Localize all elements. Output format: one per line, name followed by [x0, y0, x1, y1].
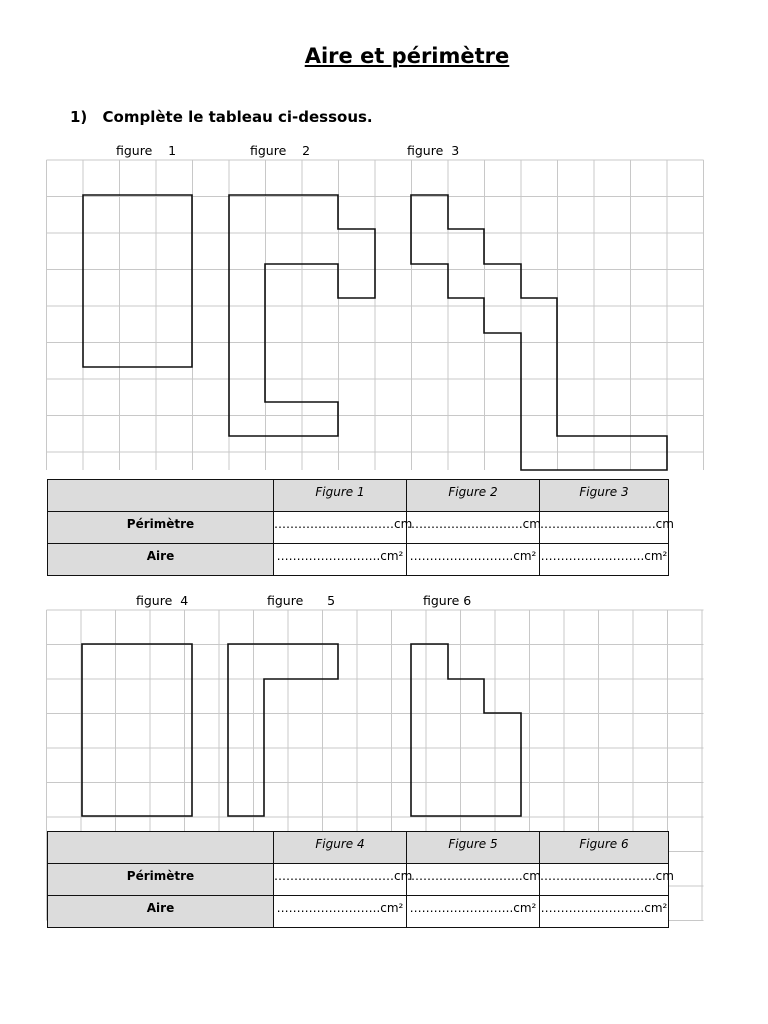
- grid-top: [47, 160, 704, 470]
- row-label-perimetre: Périmètre: [48, 512, 274, 544]
- figure-6-label: figure 6: [423, 593, 472, 608]
- figure-5-shape: [228, 644, 338, 816]
- answer-blank[interactable]: ……………………..cm²: [407, 896, 540, 928]
- question-number: 1): [70, 108, 88, 126]
- table-corner: [48, 832, 274, 864]
- answer-blank[interactable]: ……………………..cm²: [407, 544, 540, 576]
- answer-blank[interactable]: ……………………..cm²: [540, 896, 669, 928]
- table-header: Figure 4: [274, 832, 407, 864]
- answer-blank[interactable]: ………………………..cm: [407, 512, 540, 544]
- table-corner: [48, 480, 274, 512]
- table-header: Figure 6: [540, 832, 669, 864]
- question-text: Complète le tableau ci-dessous.: [102, 108, 373, 126]
- figure-4-shape: [82, 644, 192, 816]
- table-header: Figure 3: [540, 480, 669, 512]
- figure-6-shape: [411, 644, 521, 816]
- page-title: Aire et périmètre: [304, 44, 510, 68]
- row-label-aire: Aire: [48, 544, 274, 576]
- answer-blank[interactable]: ……………………..cm²: [274, 544, 407, 576]
- answer-blank[interactable]: …………………………cm: [274, 864, 407, 896]
- answer-table-2: [47, 831, 674, 928]
- answer-table-1: [47, 479, 674, 576]
- answer-blank[interactable]: ………………………..cm: [540, 864, 669, 896]
- answer-blank[interactable]: ………………………..cm: [407, 864, 540, 896]
- figure-3-label: figure 3: [407, 143, 460, 158]
- answer-blank[interactable]: ……………………..cm²: [274, 896, 407, 928]
- figure-2-label: figure 2: [250, 143, 311, 158]
- figure-5-label: figure 5: [267, 593, 336, 608]
- table-header: Figure 1: [274, 480, 407, 512]
- answer-blank[interactable]: ……………………..cm²: [540, 544, 669, 576]
- table-header: Figure 5: [407, 832, 540, 864]
- figure-3-shape: [411, 195, 667, 470]
- row-label-aire: Aire: [48, 896, 274, 928]
- table-header: Figure 2: [407, 480, 540, 512]
- figure-1-label: figure 1: [116, 143, 177, 158]
- figure-4-label: figure 4: [136, 593, 189, 608]
- answer-blank[interactable]: ………………………..cm: [540, 512, 669, 544]
- row-label-perimetre: Périmètre: [48, 864, 274, 896]
- figure-1-shape: [83, 195, 192, 367]
- answer-blank[interactable]: …………………………cm: [274, 512, 407, 544]
